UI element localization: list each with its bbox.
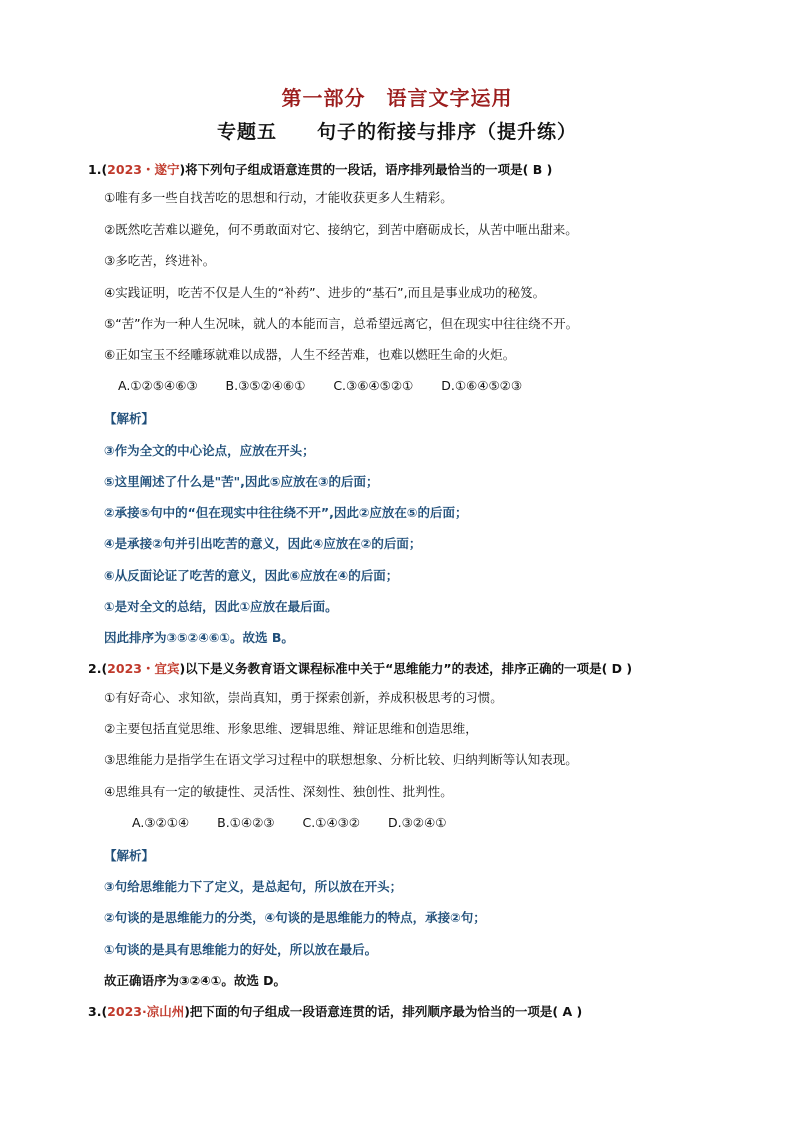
option-b: B.①④②③ bbox=[217, 815, 275, 830]
question-number: 3.( bbox=[88, 1004, 108, 1019]
question-source: 2023・宜宾 bbox=[107, 661, 180, 676]
option-d: D.①⑥④⑤②③ bbox=[441, 378, 523, 393]
q1-analysis-2: ⑤这里阐述了什么是"苦",因此⑤应放在③的后面； bbox=[104, 474, 379, 489]
question-2-header bbox=[88, 659, 632, 677]
q2-options bbox=[132, 815, 470, 830]
q2-conclusion: 故正确语序为③②④①。故选 D。 bbox=[104, 973, 287, 988]
question-stem: )以下是义务教育语文课程标准中关于“思维能力”的表述，排序正确的一项是( D ) bbox=[179, 661, 633, 676]
part-title: 第一部分 语言文字运用 bbox=[281, 86, 513, 110]
question-source: 2023・遂宁 bbox=[107, 162, 180, 177]
topic-title: 专题五 句子的衔接与排序（提升练） bbox=[216, 121, 577, 143]
q2-sentence-4: ④思维具有一定的敏捷性、灵活性、深刻性、独创性、批判性。 bbox=[104, 784, 453, 799]
q2-analysis-2: ②句谈的是思维能力的分类，④句谈的是思维能力的特点，承接②句； bbox=[104, 910, 486, 925]
q2-analysis-3: ①句谈的是具有思维能力的好处，所以放在最后。 bbox=[104, 942, 378, 957]
q2-sentence-2: ②主要包括直觉思维、形象思维、逻辑思维、辩证思维和创造思维， bbox=[104, 721, 478, 736]
q1-analysis-5: ⑥从反面论证了吃苦的意义，因此⑥应放在④的后面； bbox=[104, 568, 399, 583]
q1-sentence-3: ③多吃苦，终进补。 bbox=[104, 253, 216, 268]
option-d: D.③②④① bbox=[388, 815, 447, 830]
question-source: 2023·凉山州 bbox=[107, 1004, 185, 1019]
q1-analysis-4: ④是承接②句并引出吃苦的意义，因此④应放在②的后面； bbox=[104, 536, 422, 551]
question-3-header bbox=[88, 1002, 582, 1020]
q1-sentence-2: ②既然吃苦难以避免，何不勇敢面对它、接纳它，到苦中磨砺成长，从苦中咂出甜来。 bbox=[104, 222, 578, 237]
q1-analysis-3: ②承接⑤句中的“但在现实中往往绕不开”,因此②应放在⑤的后面； bbox=[104, 505, 468, 520]
option-a: A.①②⑤④⑥③ bbox=[118, 378, 198, 393]
option-c: C.③⑥④⑤②① bbox=[333, 378, 414, 393]
q1-sentence-1: ①唯有多一些自找苦吃的思想和行动，才能收获更多人生精彩。 bbox=[104, 190, 453, 205]
q1-analysis-1: ③作为全文的中心论点，应放在开头； bbox=[104, 443, 315, 458]
q1-analysis-6: ①是对全文的总结，因此①应放在最后面。 bbox=[104, 599, 338, 614]
question-stem: )把下面的句子组成一段语意连贯的话，排列顺序最为恰当的一项是( A ) bbox=[184, 1004, 583, 1019]
option-b: B.③⑤②④⑥① bbox=[225, 378, 306, 393]
option-c: C.①④③② bbox=[302, 815, 361, 830]
q2-analysis-label: 【解析】 bbox=[104, 848, 155, 863]
q1-conclusion: 因此排序为③⑤②④⑥①。故选 B。 bbox=[104, 630, 294, 645]
q2-sentence-1: ①有好奇心、求知欲，崇尚真知，勇于探索创新，养成积极思考的习惯。 bbox=[104, 690, 503, 705]
q1-analysis-label: 【解析】 bbox=[104, 411, 155, 426]
question-stem: )将下列句子组成语意连贯的一段话，语序排列最恰当的一项是( B ) bbox=[179, 162, 553, 177]
q1-sentence-4: ④实践证明，吃苦不仅是人生的“补药”、进步的“基石”,而且是事业成功的秘笈。 bbox=[104, 285, 546, 300]
q1-sentence-6: ⑥正如宝玉不经雕琢就难以成器，人生不经苦难，也难以燃旺生命的火炬。 bbox=[104, 347, 516, 362]
question-number: 2.( bbox=[88, 661, 108, 676]
question-1-header bbox=[88, 160, 552, 178]
q2-analysis-1: ③句给思维能力下了定义，是总起句，所以放在开头； bbox=[104, 879, 403, 894]
q1-sentence-5: ⑤“苦”作为一种人生况味，就人的本能而言，总希望远离它，但在现实中往往绕不开。 bbox=[104, 316, 579, 331]
q2-sentence-3: ③思维能力是指学生在语文学习过程中的联想想象、分析比较、归纳判断等认知表现。 bbox=[104, 752, 578, 767]
q1-options bbox=[118, 378, 546, 393]
option-a: A.③②①④ bbox=[132, 815, 190, 830]
question-number: 1.( bbox=[88, 162, 108, 177]
